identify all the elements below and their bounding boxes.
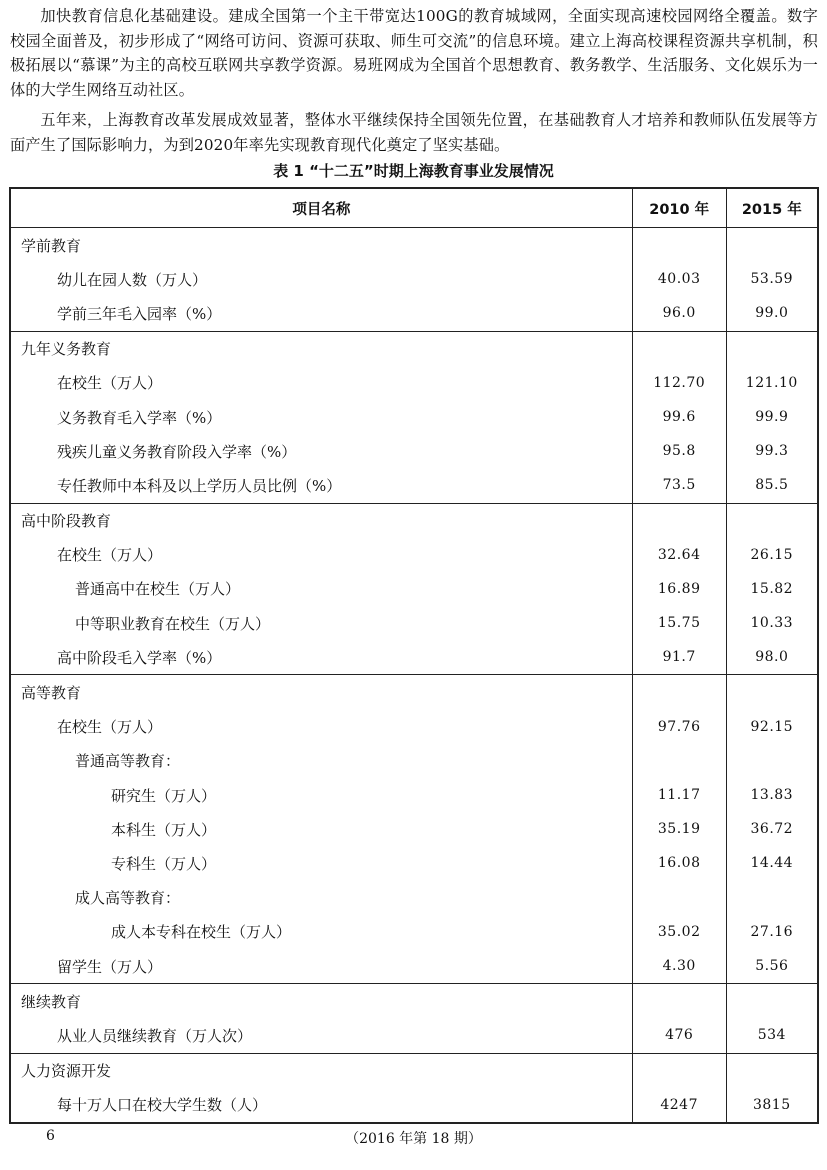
table-body <box>10 228 818 1123</box>
row-value-2010: 16.89 <box>632 572 726 606</box>
row-item-name: 成人高等教育： <box>75 889 181 908</box>
table-row <box>10 1088 818 1123</box>
row-value-2015: 36.72 <box>726 812 818 846</box>
row-value-2015: 98.0 <box>726 640 818 675</box>
header-year-2010: 2010 年 <box>632 188 726 228</box>
table-group-row <box>10 228 818 263</box>
row-item-name: 幼儿在园人数（万人） <box>57 270 208 289</box>
row-value-2010 <box>632 744 726 778</box>
row-item-name-cell <box>10 949 632 984</box>
row-item-name: 在校生（万人） <box>57 546 163 565</box>
row-item-name-cell <box>10 1088 632 1123</box>
row-item-name-cell <box>10 572 632 606</box>
table-row <box>10 400 818 434</box>
row-item-name: 学前教育 <box>21 236 82 255</box>
row-item-name: 九年义务教育 <box>21 340 112 359</box>
row-value-2015 <box>726 503 818 538</box>
row-item-name: 留学生（万人） <box>57 957 163 976</box>
page-number: 6 <box>46 1128 55 1144</box>
table-group-row <box>10 1053 818 1088</box>
table-row <box>10 1018 818 1053</box>
row-value-2015: 534 <box>726 1018 818 1053</box>
table-row <box>10 640 818 675</box>
row-value-2015: 99.0 <box>726 296 818 331</box>
table-group-row <box>10 984 818 1019</box>
row-item-name-cell <box>10 778 632 812</box>
row-value-2010: 11.17 <box>632 778 726 812</box>
row-item-name-cell <box>10 846 632 880</box>
row-item-name: 高中阶段教育 <box>21 512 112 531</box>
row-item-name: 残疾儿童义务教育阶段入学率（%） <box>57 442 297 461</box>
row-value-2010 <box>632 675 726 710</box>
row-value-2010: 476 <box>632 1018 726 1053</box>
row-item-name-cell <box>10 1018 632 1053</box>
row-value-2010: 73.5 <box>632 468 726 503</box>
row-item-name: 研究生（万人） <box>111 786 217 805</box>
row-item-name: 本科生（万人） <box>111 820 217 839</box>
row-value-2010: 99.6 <box>632 400 726 434</box>
row-item-name-cell <box>10 915 632 949</box>
row-item-name: 专任教师中本科及以上学历人员比例（%） <box>57 476 342 495</box>
row-item-name: 继续教育 <box>21 992 82 1011</box>
row-value-2015: 92.15 <box>726 710 818 744</box>
row-value-2015 <box>726 1053 818 1088</box>
education-stats-table <box>9 187 819 1124</box>
header-item-name: 项目名称 <box>10 188 632 228</box>
row-value-2015 <box>726 984 818 1019</box>
table-group-row <box>10 503 818 538</box>
row-value-2010: 40.03 <box>632 262 726 296</box>
row-value-2015: 121.10 <box>726 366 818 400</box>
row-value-2015: 3815 <box>726 1088 818 1123</box>
row-value-2010: 96.0 <box>632 296 726 331</box>
table-row <box>10 744 818 778</box>
table-row <box>10 434 818 468</box>
table-row <box>10 468 818 503</box>
row-value-2015: 53.59 <box>726 262 818 296</box>
row-value-2010: 35.02 <box>632 915 726 949</box>
row-value-2010: 32.64 <box>632 538 726 572</box>
row-value-2010 <box>632 984 726 1019</box>
body-paragraph-1: 加快教育信息化基础建设。建成全国第一个主干带宽达100G的教育城域网，全面实现高速校园网络全覆盖。数字校园全面普及，初步形成了“网络可访问、资源可获取、师生可交流”的信息环境。建立上海高校课程资源共享机制，积极拓展以“慕课”为主的高校互联网共享教学资源。易班网成为全国首个思想教育、教务教学、生活服务、文化娱乐为一体的大学生网络互动社区。 <box>10 7 818 99</box>
row-item-name: 高中阶段毛入学率（%） <box>57 648 222 667</box>
body-paragraph-2: 五年来，上海教育改革发展成效显著，整体水平继续保持全国领先位置，在基础教育人才培养和教师队伍发展等方面产生了国际影响力，为到2020年率先实现教育现代化奠定了坚实基础。 <box>10 111 818 154</box>
table-row <box>10 572 818 606</box>
row-item-name-cell <box>10 400 632 434</box>
table-row <box>10 949 818 984</box>
row-value-2015 <box>726 675 818 710</box>
row-item-name-cell <box>10 640 632 675</box>
table-row <box>10 812 818 846</box>
row-item-name-cell <box>10 1053 632 1088</box>
table-caption: 表 1 “十二五”时期上海教育事业发展情况 <box>273 162 554 180</box>
row-value-2010 <box>632 331 726 366</box>
row-item-name: 义务教育毛入学率（%） <box>57 408 222 427</box>
table-row <box>10 262 818 296</box>
row-item-name-cell <box>10 468 632 503</box>
row-value-2015: 27.16 <box>726 915 818 949</box>
row-item-name: 高等教育 <box>21 684 82 703</box>
row-value-2015: 85.5 <box>726 468 818 503</box>
row-item-name: 普通高等教育： <box>75 752 181 771</box>
header-year-2015: 2015 年 <box>726 188 818 228</box>
row-value-2010: 4.30 <box>632 949 726 984</box>
row-item-name-cell <box>10 331 632 366</box>
row-item-name-cell <box>10 881 632 915</box>
row-item-name: 成人本专科在校生（万人） <box>111 923 292 942</box>
row-item-name-cell <box>10 812 632 846</box>
table-row <box>10 881 818 915</box>
row-value-2010: 35.19 <box>632 812 726 846</box>
row-item-name-cell <box>10 434 632 468</box>
table-header-row <box>10 188 818 228</box>
row-item-name-cell <box>10 262 632 296</box>
row-item-name: 每十万人口在校大学生数（人） <box>57 1096 268 1115</box>
row-value-2015 <box>726 744 818 778</box>
row-value-2010: 4247 <box>632 1088 726 1123</box>
row-item-name: 学前三年毛入园率（%） <box>57 304 222 323</box>
row-value-2015: 13.83 <box>726 778 818 812</box>
row-item-name: 在校生（万人） <box>57 374 163 393</box>
row-item-name: 专科生（万人） <box>111 854 217 873</box>
row-item-name-cell <box>10 710 632 744</box>
table-row <box>10 710 818 744</box>
row-item-name-cell <box>10 296 632 331</box>
row-value-2010: 15.75 <box>632 606 726 640</box>
table-group-row <box>10 675 818 710</box>
row-value-2015: 5.56 <box>726 949 818 984</box>
row-value-2010 <box>632 228 726 263</box>
row-item-name: 人力资源开发 <box>21 1062 112 1081</box>
row-item-name: 普通高中在校生（万人） <box>75 580 241 599</box>
table-row <box>10 915 818 949</box>
row-item-name-cell <box>10 538 632 572</box>
row-item-name-cell <box>10 228 632 263</box>
row-item-name: 中等职业教育在校生（万人） <box>75 614 271 633</box>
row-value-2015 <box>726 881 818 915</box>
row-item-name: 从业人员继续教育（万人次） <box>57 1026 253 1045</box>
row-item-name-cell <box>10 984 632 1019</box>
row-item-name-cell <box>10 744 632 778</box>
table-row <box>10 538 818 572</box>
table-row <box>10 846 818 880</box>
row-item-name: 在校生（万人） <box>57 718 163 737</box>
table-row <box>10 296 818 331</box>
row-value-2010: 16.08 <box>632 846 726 880</box>
row-value-2010 <box>632 881 726 915</box>
row-value-2010 <box>632 503 726 538</box>
row-value-2015 <box>726 228 818 263</box>
row-item-name-cell <box>10 675 632 710</box>
row-value-2015: 99.3 <box>726 434 818 468</box>
row-value-2015: 14.44 <box>726 846 818 880</box>
row-value-2010: 91.7 <box>632 640 726 675</box>
row-value-2010 <box>632 1053 726 1088</box>
row-value-2015 <box>726 331 818 366</box>
issue-label: （2016 年第 18 期） <box>345 1131 482 1147</box>
row-value-2015: 10.33 <box>726 606 818 640</box>
table-group-row <box>10 331 818 366</box>
row-value-2010: 97.76 <box>632 710 726 744</box>
table-row <box>10 778 818 812</box>
row-item-name-cell <box>10 503 632 538</box>
row-item-name-cell <box>10 606 632 640</box>
table-row <box>10 366 818 400</box>
row-value-2010: 95.8 <box>632 434 726 468</box>
table-row <box>10 606 818 640</box>
row-value-2015: 99.9 <box>726 400 818 434</box>
row-value-2010: 112.70 <box>632 366 726 400</box>
row-value-2015: 26.15 <box>726 538 818 572</box>
row-item-name-cell <box>10 366 632 400</box>
row-value-2015: 15.82 <box>726 572 818 606</box>
